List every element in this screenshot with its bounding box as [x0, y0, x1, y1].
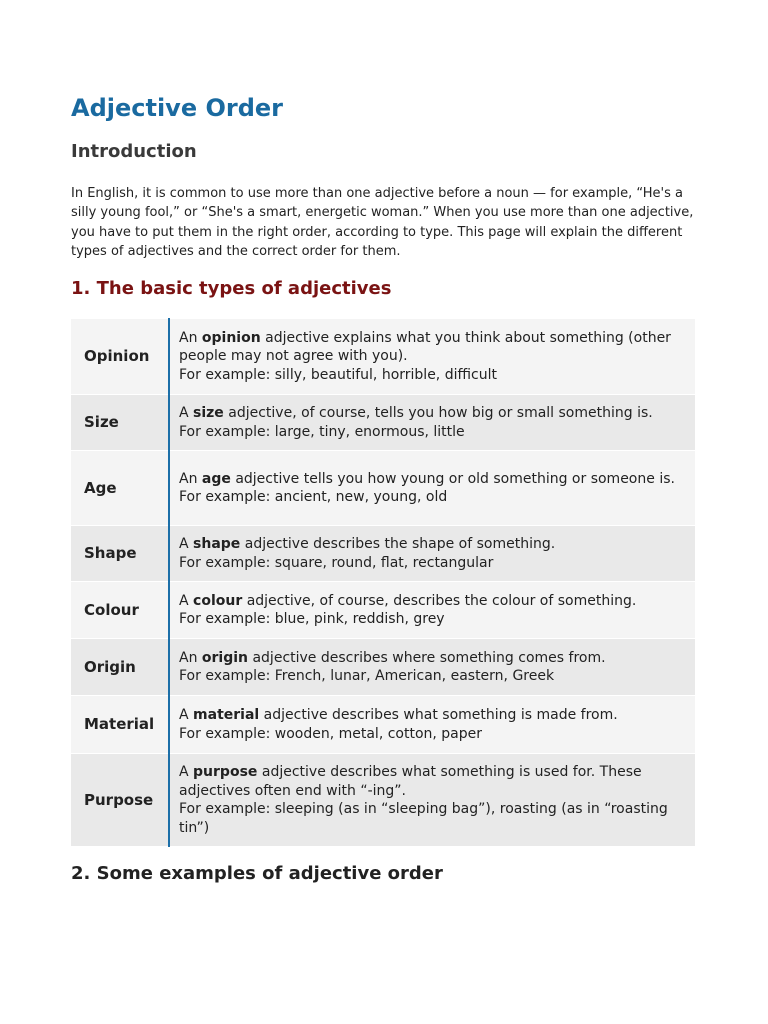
- type-description: [169, 696, 695, 754]
- description-example: For example: large, tiny, enormous, little: [179, 423, 465, 440]
- table-row: [71, 696, 695, 754]
- description-example: For example: sleeping (as in “sleeping bag”), roasting (as in “roasting tin”): [179, 801, 668, 836]
- type-name: Purpose: [71, 754, 169, 847]
- type-description: [169, 451, 695, 526]
- description-example: For example: wooden, metal, cotton, paper: [179, 725, 483, 742]
- table-row: [71, 451, 695, 526]
- table-row: [71, 319, 695, 395]
- description-example: For example: ancient, new, young, old: [179, 489, 448, 505]
- table-row: [71, 395, 695, 451]
- intro-paragraph: In English, it is common to use more than one adjective before a noun — for example, “He's a silly young fool,” or “She's a smart, energetic woman.” When you use more than one adjective, you have to put them in the right order, according to type. This page will explain the different types of adjectives and the correct order for them.: [71, 186, 694, 259]
- description-text: adjective tells you how young or old something or someone is.: [235, 470, 675, 487]
- description-article: A: [179, 405, 189, 421]
- description-term: material: [193, 707, 260, 723]
- description-article: An: [179, 329, 198, 346]
- description-term: purpose: [193, 764, 258, 780]
- type-description: [169, 582, 695, 639]
- description-text: adjective describes the shape of something.: [244, 536, 556, 552]
- description-term: shape: [193, 536, 241, 552]
- description-article: A: [179, 707, 189, 723]
- section-1-heading: 1. The basic types of adjectives: [71, 278, 392, 299]
- type-name: Material: [71, 696, 169, 754]
- type-name: Age: [71, 451, 169, 526]
- type-name: Opinion: [71, 319, 169, 395]
- intro-heading: Introduction: [71, 141, 197, 162]
- type-name: Origin: [71, 639, 169, 696]
- description-article: An: [179, 649, 198, 666]
- type-name: Colour: [71, 582, 169, 639]
- type-description: [169, 319, 695, 395]
- table-row: [71, 639, 695, 696]
- description-term: colour: [193, 592, 243, 609]
- type-description: [169, 526, 695, 582]
- type-description: [169, 754, 695, 847]
- description-example: For example: French, lunar, American, eastern, Greek: [179, 668, 555, 684]
- description-article: A: [179, 592, 189, 609]
- description-term: origin: [201, 649, 249, 666]
- adjective-types-table: [71, 318, 695, 847]
- description-text: adjective explains what you think about something (other people may not agree with you).: [179, 329, 671, 365]
- description-term: size: [193, 405, 224, 421]
- description-article: A: [179, 536, 189, 552]
- description-term: age: [201, 470, 231, 487]
- page-title: Adjective Order: [71, 94, 283, 122]
- section-2-heading: 2. Some examples of adjective order: [71, 863, 443, 884]
- type-description: [169, 639, 695, 696]
- description-text: adjective, of course, describes the colour of something.: [246, 592, 637, 609]
- description-term: opinion: [201, 329, 261, 346]
- table-row: [71, 582, 695, 639]
- description-example: For example: square, round, flat, rectangular: [179, 554, 494, 571]
- description-text: adjective describes where something comes from.: [252, 649, 606, 666]
- table-row: [71, 754, 695, 847]
- table-row: [71, 526, 695, 582]
- description-article: A: [179, 764, 189, 780]
- type-name: Shape: [71, 526, 169, 582]
- description-example: For example: blue, pink, reddish, grey: [179, 611, 445, 627]
- type-name: Size: [71, 395, 169, 451]
- description-text: adjective describes what something is used for. These adjectives often end with “-ing”.: [179, 764, 642, 799]
- type-description: [169, 395, 695, 451]
- description-example: For example: silly, beautiful, horrible, difficult: [179, 366, 497, 383]
- description-article: An: [179, 470, 198, 487]
- description-text: adjective describes what something is made from.: [263, 707, 618, 723]
- description-text: adjective, of course, tells you how big or small something is.: [228, 405, 653, 421]
